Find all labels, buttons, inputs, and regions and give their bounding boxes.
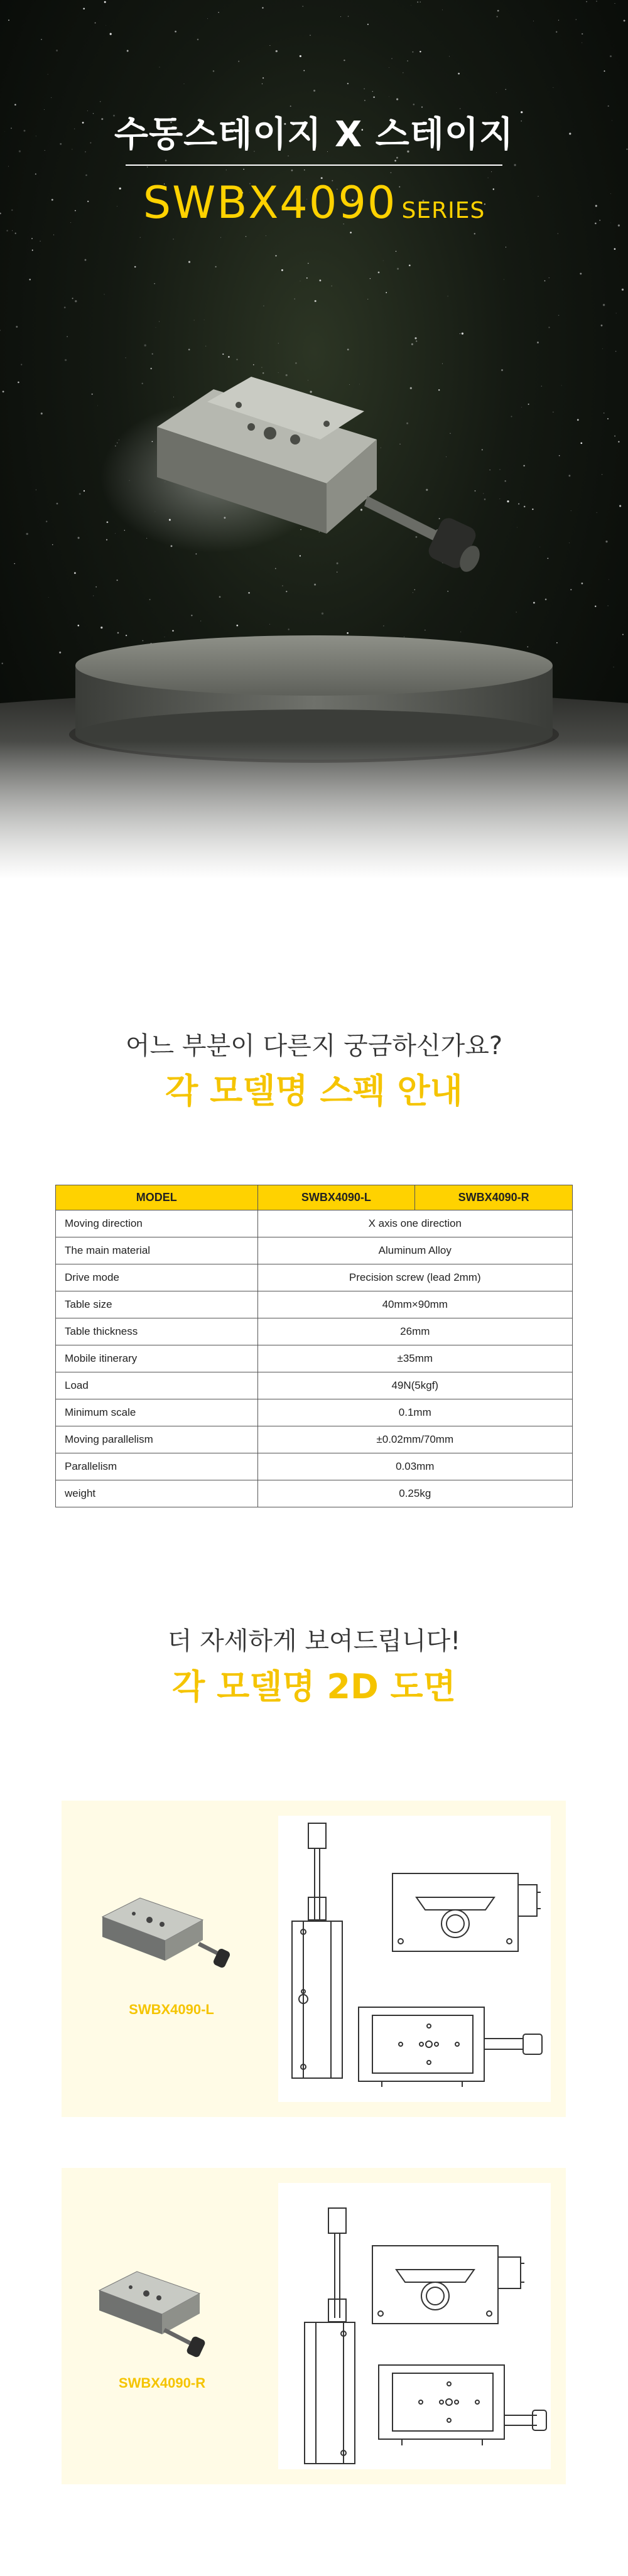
spec-table-header-l: SWBX4090-L: [257, 1185, 415, 1210]
technical-drawing-l: [278, 1816, 551, 2102]
spec-label: weight: [56, 1480, 258, 1507]
spec-title: 각 모델명 스펙 안내: [165, 1071, 463, 1111]
spec-table: [55, 1185, 573, 1507]
hero-model-name: [0, 177, 628, 229]
table-row: [56, 1264, 573, 1291]
spec-subtitle: 어느 부분이 다른지 궁금하신가요?: [125, 1032, 503, 1060]
spec-label: Mobile itinerary: [56, 1345, 258, 1372]
spec-value: 26mm: [257, 1318, 572, 1345]
drawing-sheet-l: [278, 1816, 551, 2102]
table-row: [56, 1426, 573, 1453]
drawing-subtitle: 더 자세하게 보여드립니다!: [167, 1627, 461, 1656]
star-field: [0, 1, 627, 677]
table-row: [56, 1210, 573, 1237]
table-row: [56, 1237, 573, 1264]
spec-value: 0.03mm: [257, 1453, 572, 1480]
table-row: [56, 1345, 573, 1372]
drawing-panel-r: [62, 2168, 566, 2484]
spec-value: 0.25kg: [257, 1480, 572, 1507]
spec-label: Moving parallelism: [56, 1426, 258, 1453]
table-row: [56, 1318, 573, 1345]
hero-model-suffix: SERIES: [401, 198, 485, 224]
spec-value: ±35mm: [257, 1345, 572, 1372]
stage-r-photo-icon: [90, 2265, 234, 2359]
spec-table-header-model: MODEL: [56, 1185, 258, 1210]
hero-fade: [0, 741, 628, 879]
table-row: [56, 1291, 573, 1318]
drawing-label-l: SWBX4090-L: [129, 2002, 214, 2017]
drawing-sheet-r: [278, 2183, 551, 2469]
hero-divider: [126, 164, 502, 166]
spec-label: Moving direction: [56, 1210, 258, 1237]
table-row: [56, 1480, 573, 1507]
spec-table-header-row: [56, 1185, 573, 1210]
hero-banner: [0, 0, 628, 879]
stage-l-photo-icon: [96, 1892, 234, 1986]
spec-table-header-r: SWBX4090-R: [415, 1185, 573, 1210]
hero-model-code: SWBX4090: [143, 177, 397, 229]
drawing-panel-l: [62, 1801, 566, 2117]
spec-label: The main material: [56, 1237, 258, 1264]
spec-label: Table thickness: [56, 1318, 258, 1345]
hero-title: 수동스테이지 X 스테이지: [114, 114, 514, 155]
spec-value: Aluminum Alloy: [257, 1237, 572, 1264]
spec-value: 49N(5kgf): [257, 1372, 572, 1399]
drawing-label-r: SWBX4090-R: [118, 2375, 206, 2391]
drawing-title: 각 모델명 2D 도면: [172, 1667, 456, 1706]
table-row: [56, 1453, 573, 1480]
spec-label: Drive mode: [56, 1264, 258, 1291]
spec-label: Minimum scale: [56, 1399, 258, 1426]
spec-label: Parallelism: [56, 1453, 258, 1480]
spec-value: ±0.02mm/70mm: [257, 1426, 572, 1453]
technical-drawing-r: [278, 2183, 551, 2469]
spec-value: Precision screw (lead 2mm): [257, 1264, 572, 1291]
table-row: [56, 1372, 573, 1399]
table-row: [56, 1399, 573, 1426]
spec-value: 0.1mm: [257, 1399, 572, 1426]
spec-value: 40mm×90mm: [257, 1291, 572, 1318]
spec-label: Load: [56, 1372, 258, 1399]
spec-value: X axis one direction: [257, 1210, 572, 1237]
spec-label: Table size: [56, 1291, 258, 1318]
